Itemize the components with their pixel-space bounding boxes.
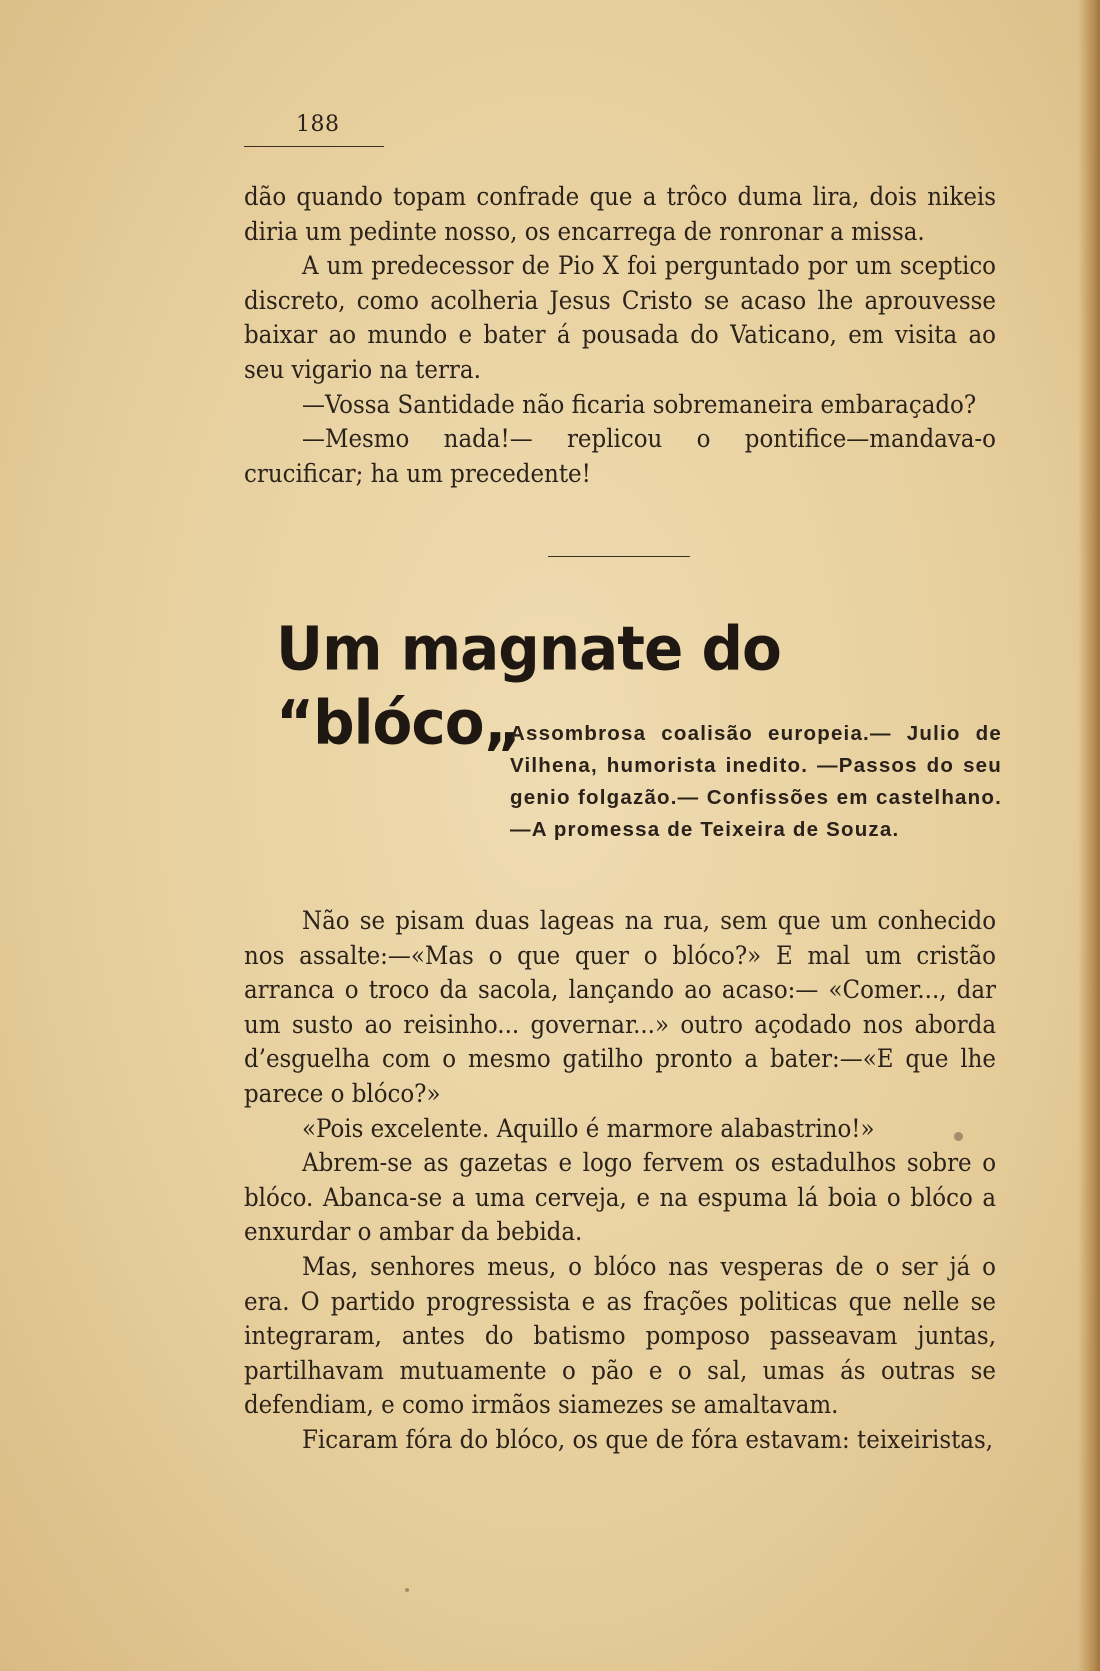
article-summary — [510, 718, 1002, 846]
paragraph: dão quando topam confrade que a trôco duma lira, dois nikeis diria um pedinte nosso, os encarrega de ronronar a missa. — [244, 182, 996, 247]
article-body — [244, 904, 996, 1458]
paragraph: Abrem-se as gazetas e logo fervem os estadulhos sobre o blóco. Abanca-se a uma cerveja, e na espuma lá boia o blóco a enxurdar o ambar da bebida. — [244, 1148, 996, 1248]
summary-text: Assombrosa coalisão europeia.— Julio de Vilhena, humorista inedito. —Passos do seu genio folgazão.— Confissões em castelhano.—A promessa de Teixeira de Souza. — [510, 722, 1002, 841]
paragraph: Não se pisam duas lageas na rua, sem que um conhecido nos assalte:—«Mas o que quer o blóco?» E mal um cristão arranca o troco da sacola, lançando ao acaso:— «Comer..., dar um susto ao reisinho... governar...» outro açodado nos aborda d’esguelha com o mesmo gatilho pronto a bater:—«E que lhe parece o blóco?» — [244, 906, 996, 1109]
article-title: Um magnate do “blóco„ — [276, 613, 781, 758]
page-number: 188 — [296, 112, 340, 137]
paragraph: Ficaram fóra do blóco, os que de fóra estavam: teixeiristas, — [302, 1424, 994, 1455]
page-edge-shadow — [1078, 0, 1100, 1671]
paragraph: —Mesmo nada!— replicou o pontifice—mandava-o crucificar; ha um precedente! — [244, 424, 996, 489]
header-rule — [244, 146, 384, 147]
paragraph: —Vossa Santidade não ficaria sobremaneira embaraçado? — [302, 389, 977, 420]
continued-text — [244, 180, 996, 491]
section-separator — [548, 556, 690, 557]
ink-speck — [954, 1132, 963, 1141]
paragraph: Mas, senhores meus, o blóco nas vesperas de o ser já o era. O partido progressista e as frações politicas que nelle se integraram, antes do batismo pomposo passeavam juntas, partilhavam mutuamente o pão e o sal, umas ás outras se defendiam, e como irmãos siamezes se amaltavam. — [244, 1251, 996, 1421]
ink-speck — [405, 1588, 409, 1592]
paragraph: «Pois excelente. Aquillo é marmore alabastrino!» — [302, 1113, 875, 1144]
paragraph: A um predecessor de Pio X foi perguntado por um sceptico discreto, como acolheria Jesus Cristo se acaso lhe aprouvesse baixar ao mundo e bater á pousada do Vaticano, em visita ao seu vigario na terra. — [244, 251, 996, 385]
